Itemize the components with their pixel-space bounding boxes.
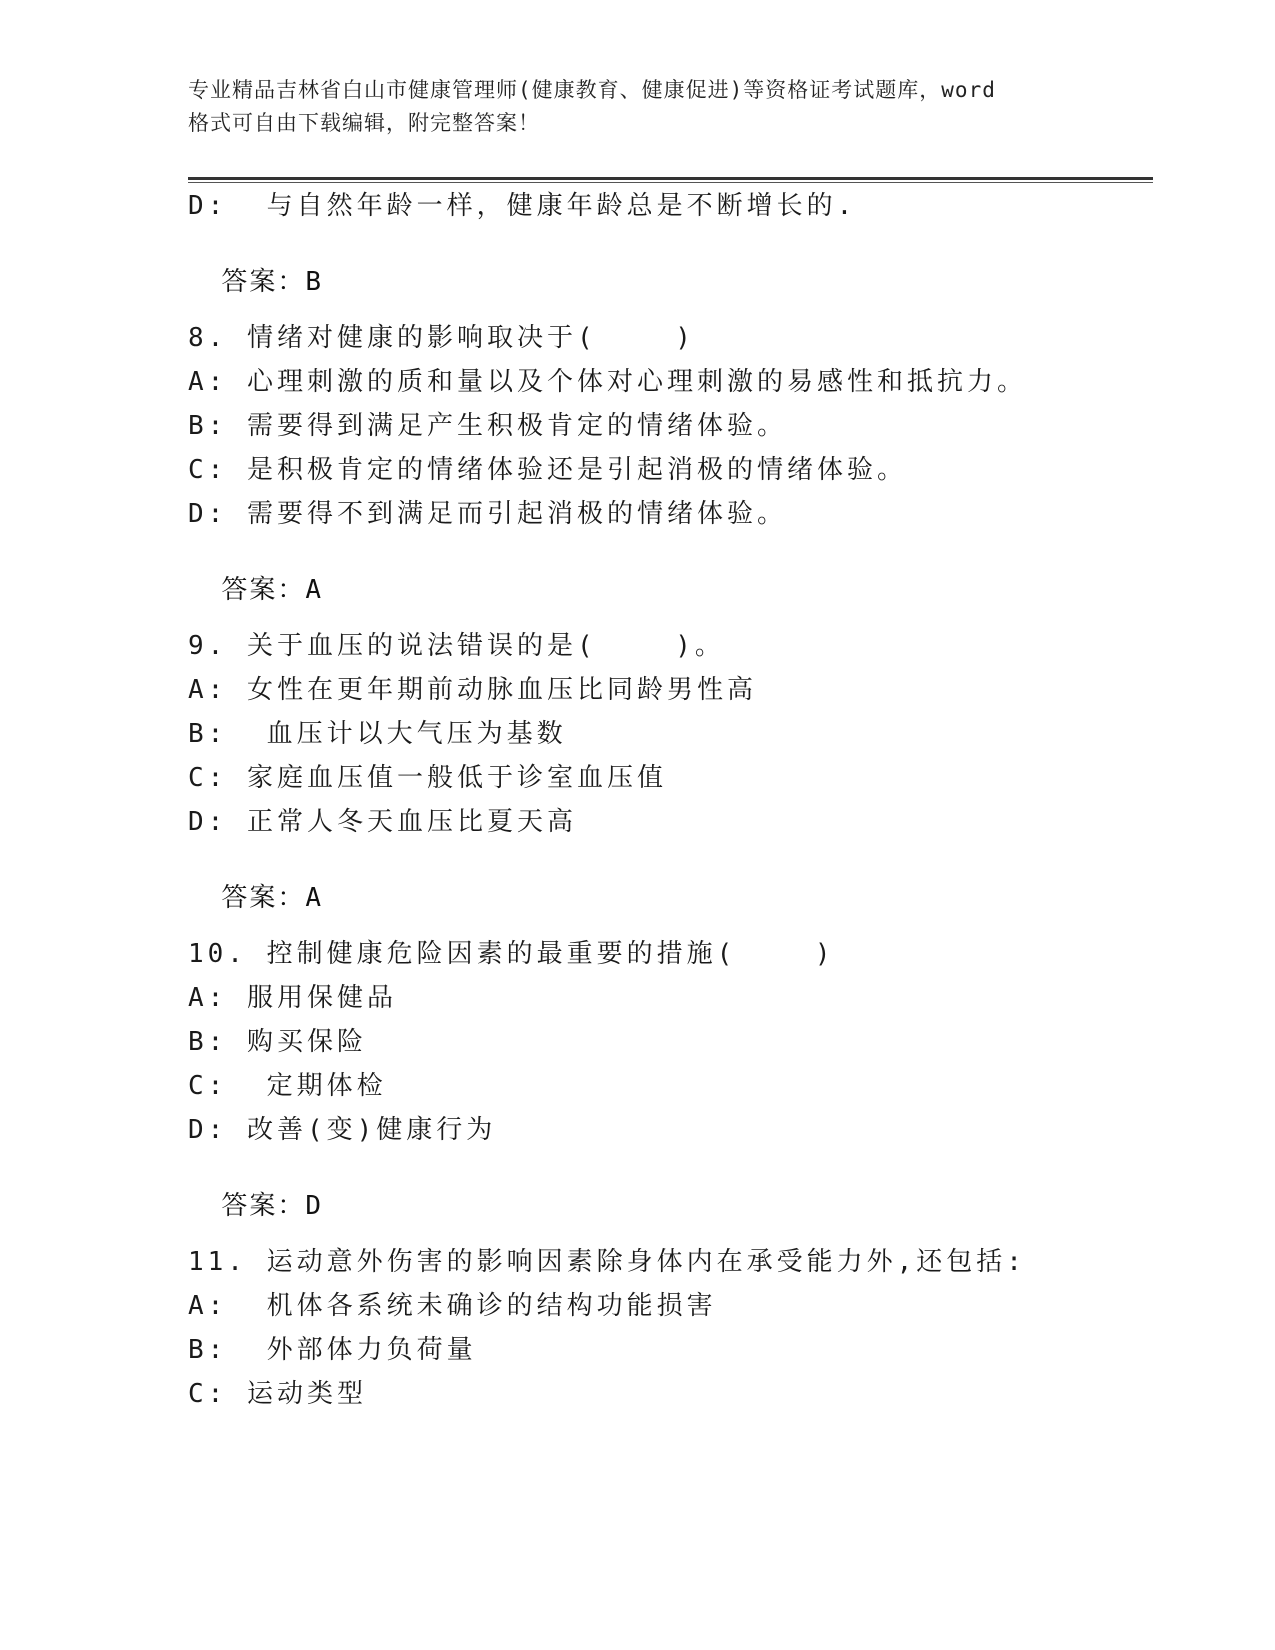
q11-option-a: A: 机体各系统未确诊的结构功能损害 <box>188 1291 717 1321</box>
document-header <box>188 74 1088 140</box>
header-line-2: 格式可自由下载编辑，附完整答案！ <box>188 111 540 135</box>
q11-option-b: B: 外部体力负荷量 <box>188 1335 477 1365</box>
q9-option-b: B: 血压计以大气压为基数 <box>188 719 567 749</box>
q10-option-b: B: 购买保险 <box>188 1027 367 1057</box>
q10-option-d: D: 改善(变)健康行为 <box>188 1115 497 1145</box>
q8-option-b: B: 需要得到满足产生积极肯定的情绪体验。 <box>188 411 787 441</box>
header-divider-thin <box>188 182 1153 183</box>
q11-option-c: C: 运动类型 <box>188 1379 367 1409</box>
q10-answer-value: D <box>305 1191 322 1221</box>
q7-answer-value: B <box>305 267 322 297</box>
q9-option-d: D: 正常人冬天血压比夏天高 <box>188 807 577 837</box>
q10-option-c: C: 定期体检 <box>188 1071 387 1101</box>
q10-answer-label: 答案： <box>221 1191 306 1221</box>
q10-option-a: A: 服用保健品 <box>188 983 397 1013</box>
q9-option-a: A: 女性在更年期前动脉血压比同龄男性高 <box>188 675 757 705</box>
q7-answer <box>188 234 322 298</box>
q8-answer <box>188 542 322 606</box>
q8-option-d: D: 需要得不到满足而引起消极的情绪体验。 <box>188 499 787 529</box>
q9-answer <box>188 850 322 914</box>
q8-answer-label: 答案： <box>221 575 306 605</box>
q9-question: 9. 关于血压的说法错误的是( )。 <box>188 631 725 661</box>
q8-answer-value: A <box>305 575 322 605</box>
q8-question: 8. 情绪对健康的影响取决于( ) <box>188 323 695 353</box>
q8-option-a: A: 心理刺激的质和量以及个体对心理刺激的易感性和抵抗力。 <box>188 367 1027 397</box>
q9-option-c: C: 家庭血压值一般低于诊室血压值 <box>188 763 667 793</box>
q8-option-c: C: 是积极肯定的情绪体验还是引起消极的情绪体验。 <box>188 455 907 485</box>
q9-answer-label: 答案： <box>221 883 306 913</box>
q10-answer <box>188 1158 322 1222</box>
q11-question: 11. 运动意外伤害的影响因素除身体内在承受能力外,还包括: <box>188 1247 1026 1277</box>
q7-answer-label: 答案： <box>221 267 306 297</box>
header-divider-thick <box>188 177 1153 180</box>
q10-question: 10. 控制健康危险因素的最重要的措施( ) <box>188 939 835 969</box>
q7-option-d: D: 与自然年龄一样，健康年龄总是不断增长的. <box>188 191 857 221</box>
q9-answer-value: A <box>305 883 322 913</box>
header-line-1: 专业精品吉林省白山市健康管理师(健康教育、健康促进)等资格证考试题库，word <box>188 78 996 102</box>
